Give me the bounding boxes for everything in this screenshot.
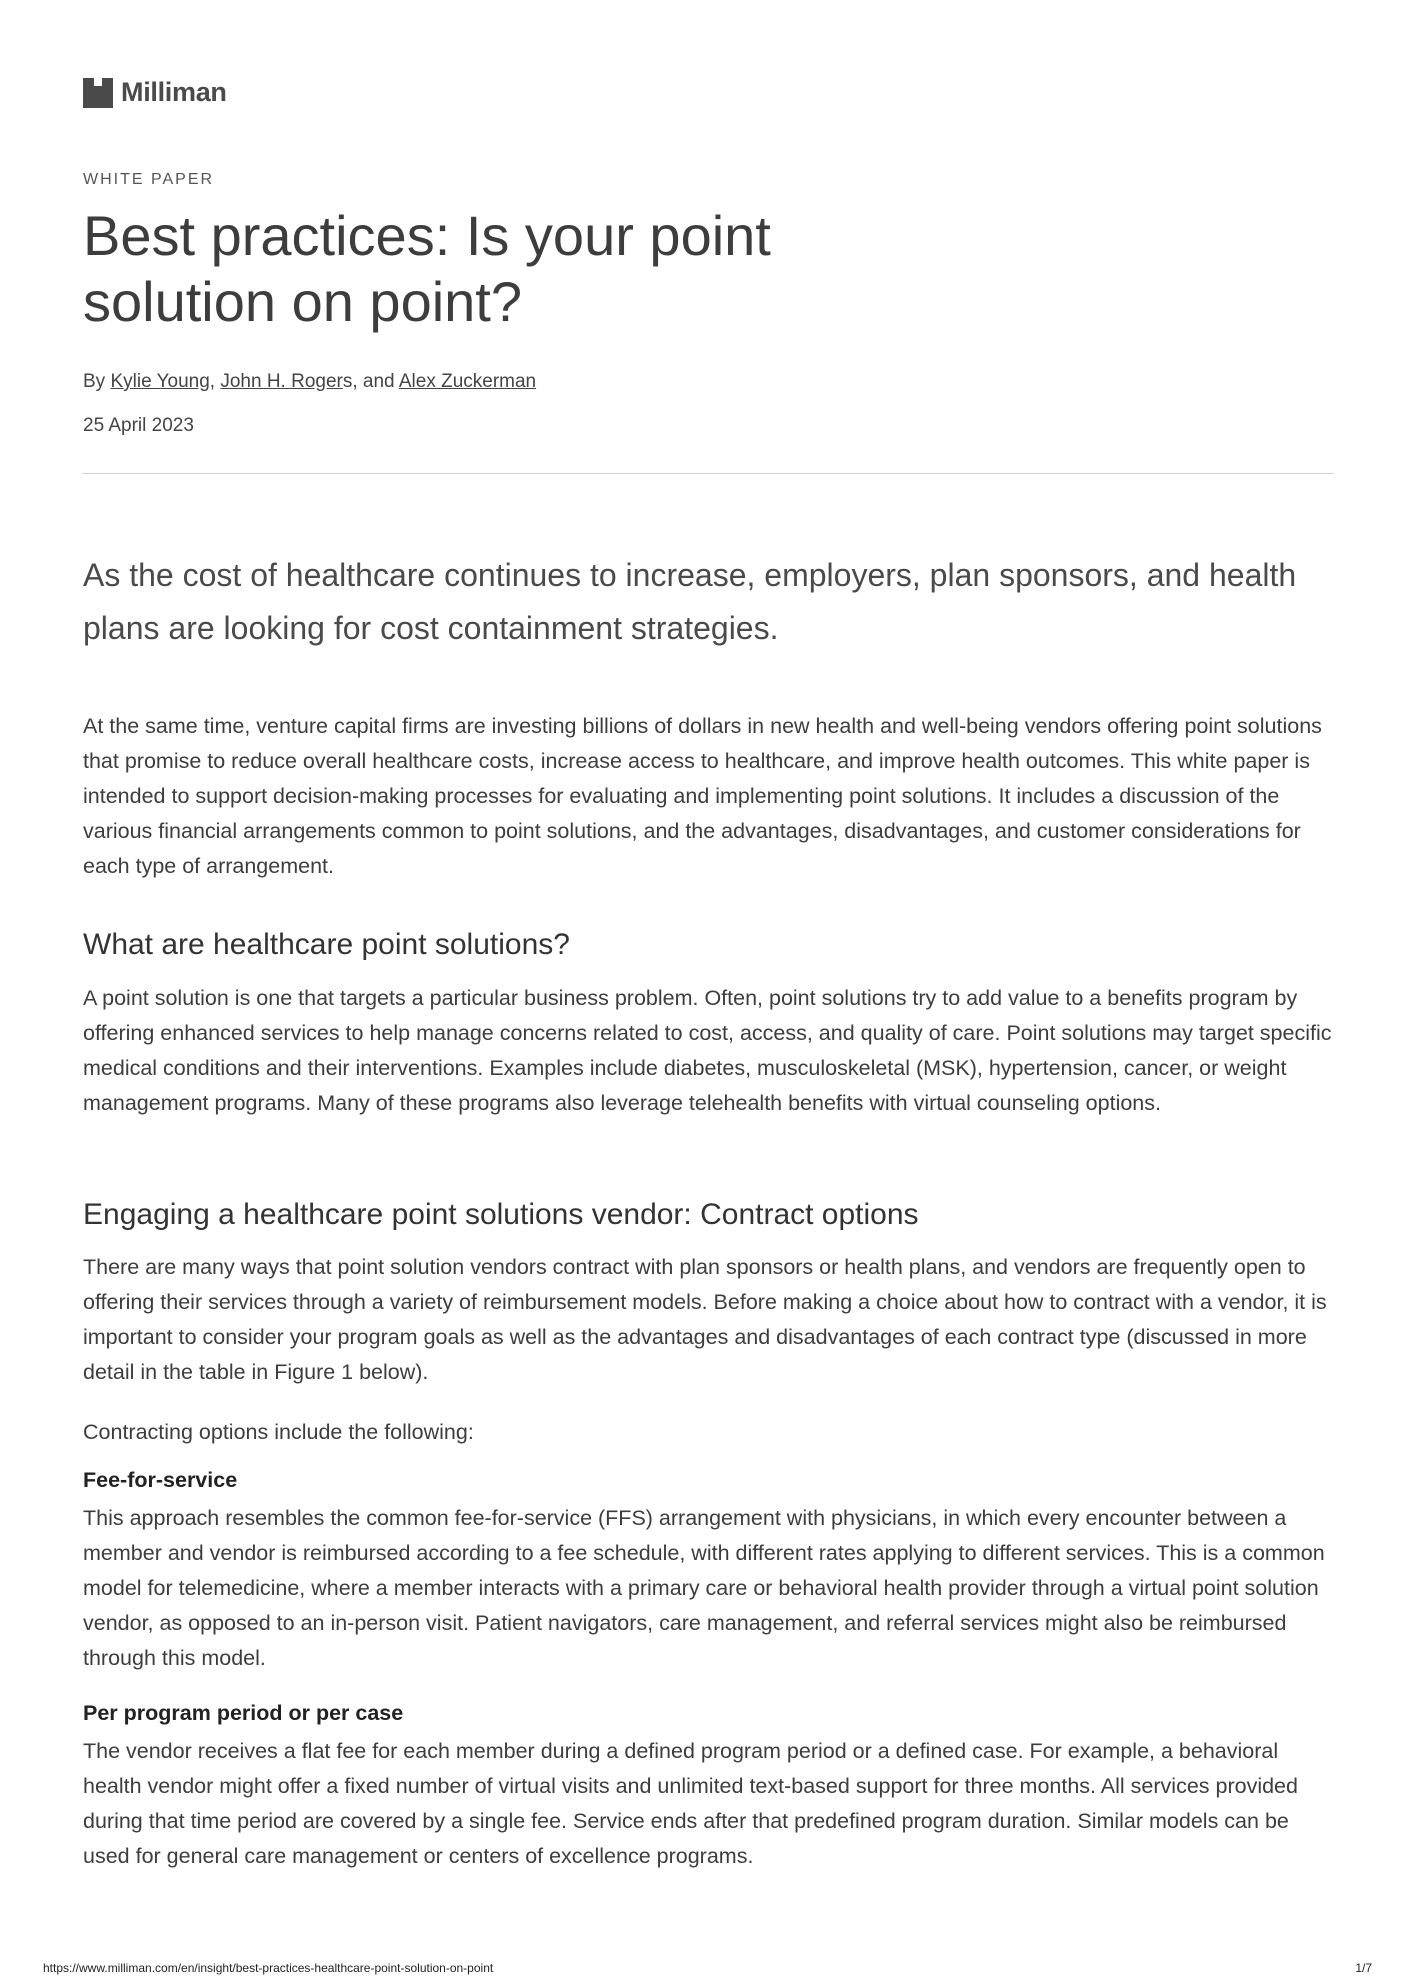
milliman-logo-icon [83, 78, 113, 108]
per-program-period-body: The vendor receives a flat fee for each member during a defined program period or a defined case. For example, a behavioral health vendor might offer a fixed number of virtual visits and unlimited text-based support for three months. All services provided during that time period are covered by a single fee. Service ends after that predefined program duration. Similar models can be used for general care management or centers of excellence programs. [83, 1739, 1298, 1868]
footer-url: https://www.milliman.com/en/insight/best-practices-healthcare-point-solution-on-point [43, 1961, 494, 1975]
section-heading-contract-options: Engaging a healthcare point solutions vendor: Contract options [83, 1198, 919, 1231]
subheading-per-program-period: Per program period or per case [83, 1701, 404, 1725]
section-body-point-solutions: A point solution is one that targets a particular business problem. Often, point solutions try to add value to a benefits program by offering enhanced services to help manage concerns related to cost, access, and quality of care. Point solutions may target specific medical conditions and their interventions. Examples include diabetes, musculoskeletal (MSK), hypertension, cancer, or weight management programs. Many of these programs also leverage telehealth benefits with virtual counseling options. [83, 986, 1332, 1115]
page-title: Best practices: Is your point solution on point? [83, 204, 771, 333]
logo-text: Milliman [121, 77, 227, 107]
subheading-fee-for-service: Fee-for-service [83, 1468, 238, 1492]
section-body-contract-options: There are many ways that point solution vendors contract with plan sponsors or health plans, and vendors are frequently open to offering their services through a variety of reimbursement models. Before making a choice about how to contract with a vendor, it is important to consider your program goals as well as the advantages and disadvantages of each contract type (discussed in more detail in the table in Figure 1 below). [83, 1255, 1327, 1384]
byline [83, 371, 536, 393]
byline-separator: s, and [342, 371, 399, 392]
header-divider [83, 473, 1333, 474]
contracting-options-intro: Contracting options include the following: [83, 1420, 474, 1444]
section-heading-point-solutions: What are healthcare point solutions? [83, 928, 570, 961]
publish-date: 25 April 2023 [83, 415, 194, 436]
brand-logo[interactable] [83, 77, 227, 108]
author-link-1[interactable]: Kylie Young [110, 371, 210, 392]
intro-paragraph: At the same time, venture capital firms are investing billions of dollars in new health and well-being vendors offering point solutions that promise to reduce overall healthcare costs, increase access to healthcare, and improve health outcomes. This white paper is intended to support decision-making processes for evaluating and implementing point solutions. It includes a discussion of the various financial arrangements common to point solutions, and the advantages, disadvantages, and customer considerations for each type of arrangement. [83, 714, 1322, 878]
author-link-2[interactable]: John H. Roger [220, 371, 343, 392]
document-type-label: WHITE PAPER [83, 171, 215, 188]
fee-for-service-body: This approach resembles the common fee-for-service (FFS) arrangement with physicians, in which every encounter between a member and vendor is reimbursed according to a fee schedule, with different rates applying to different services. This is a common model for telemedicine, where a member interacts with a primary care or behavioral health provider through a virtual point solution vendor, as opposed to an in-person visit. Patient navigators, care management, and referral services might also be reimbursed through this model. [83, 1506, 1325, 1670]
byline-prefix: By [83, 371, 111, 392]
byline-separator: , [209, 371, 221, 392]
author-link-3[interactable]: Alex Zuckerman [398, 371, 537, 392]
page-number: 1/7 [1355, 1961, 1372, 1975]
lead-paragraph: As the cost of healthcare continues to increase, employers, plan sponsors, and health plans are looking for cost containment strategies. [83, 557, 1297, 646]
